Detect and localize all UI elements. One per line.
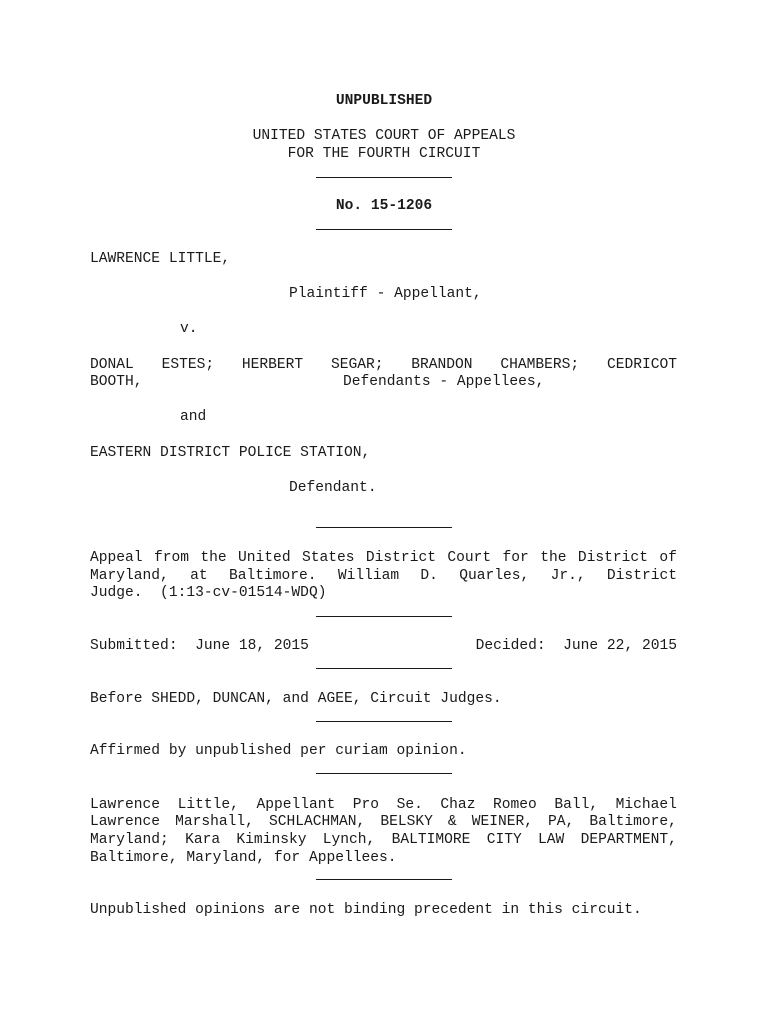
defendants-line1 <box>90 356 677 374</box>
word: Michael <box>615 797 677 813</box>
divider-rule <box>316 616 452 617</box>
versus: v. <box>180 321 198 337</box>
word: & <box>447 814 457 830</box>
divider-rule <box>316 527 452 528</box>
word: United <box>238 550 291 566</box>
word: SEGAR; <box>330 357 384 373</box>
divider-rule <box>316 668 452 669</box>
word: HERBERT <box>241 357 304 373</box>
divider-rule <box>316 721 452 722</box>
word: PA, <box>548 814 575 830</box>
counsel-line1 <box>90 796 677 814</box>
word: Baltimore, <box>589 814 677 830</box>
word: LAW <box>538 832 565 848</box>
word: D. <box>420 568 438 584</box>
word: William <box>337 568 400 584</box>
divider-rule <box>316 773 452 774</box>
defendant2-role: Defendant. <box>289 480 377 496</box>
word: CHAMBERS; <box>500 357 580 373</box>
word: Maryland; <box>90 832 169 848</box>
word: Lawrence <box>90 814 161 830</box>
word: DEPARTMENT, <box>580 832 677 848</box>
word: Jr., <box>550 568 586 584</box>
word: Lynch, <box>322 832 376 848</box>
word: for <box>502 550 529 566</box>
word: the <box>200 550 227 566</box>
appeal-line2 <box>90 567 677 585</box>
panel-judges: Before SHEDD, DUNCAN, and AGEE, Circuit Judges. <box>90 691 502 707</box>
word: District <box>577 550 648 566</box>
decided-date: Decided: June 22, 2015 <box>475 638 677 654</box>
defendants-role: Defendants - Appellees, <box>343 374 545 390</box>
defendant2-name: EASTERN DISTRICT POLICE STATION, <box>90 445 371 461</box>
word: of <box>659 550 677 566</box>
word: Ball, <box>554 797 599 813</box>
plaintiff-role: Plaintiff - Appellant, <box>289 286 482 302</box>
precedent-note: Unpublished opinions are not binding precedent in this circuit. <box>90 902 642 918</box>
appeal-line3: Judge. (1:13-cv-01514-WDQ) <box>90 585 327 601</box>
case-number: No. 15-1206 <box>335 198 433 214</box>
submitted-date: Submitted: June 18, 2015 <box>90 638 309 654</box>
and-connector: and <box>180 409 207 425</box>
word: BELSKY <box>380 814 433 830</box>
word: at <box>190 568 208 584</box>
word: States <box>301 550 355 566</box>
plaintiff-name: LAWRENCE LITTLE, <box>90 251 231 267</box>
word: Lawrence <box>90 797 161 813</box>
word: District <box>606 568 677 584</box>
word: CITY <box>486 832 522 848</box>
word: Pro <box>352 797 380 813</box>
word: Maryland, <box>90 568 169 584</box>
divider-rule <box>316 879 452 880</box>
counsel-line4: Baltimore, Maryland, for Appellees. <box>90 850 397 866</box>
word: Kara <box>185 832 221 848</box>
word: DONAL <box>90 357 134 373</box>
word: District <box>365 550 436 566</box>
court-name-line2: FOR THE FOURTH CIRCUIT <box>287 146 481 162</box>
word: Quarles, <box>459 568 530 584</box>
word: Baltimore. <box>228 568 317 584</box>
appeal-line1 <box>90 549 677 567</box>
word: CEDRICOT <box>606 357 677 373</box>
divider-rule <box>316 229 452 230</box>
word: WEINER, <box>471 814 534 830</box>
court-name-line1: UNITED STATES COURT OF APPEALS <box>252 128 516 144</box>
defendants-line2-name: BOOTH, <box>90 374 143 390</box>
unpublished-heading: UNPUBLISHED <box>335 93 433 109</box>
word: Chaz <box>440 797 476 813</box>
word: the <box>540 550 567 566</box>
disposition: Affirmed by unpublished per curiam opinion. <box>90 743 467 759</box>
word: Appellant <box>256 797 336 813</box>
word: Se. <box>396 797 423 813</box>
word: Kiminsky <box>236 832 307 848</box>
word: Little, <box>177 797 239 813</box>
word: from <box>153 550 189 566</box>
word: BALTIMORE <box>391 832 471 848</box>
word: SCHLACHMAN, <box>268 814 366 830</box>
word: ESTES; <box>161 357 215 373</box>
counsel-line3 <box>90 831 677 849</box>
word: Court <box>447 550 492 566</box>
word: BRANDON <box>411 357 473 373</box>
word: Romeo <box>492 797 537 813</box>
divider-rule <box>316 177 452 178</box>
counsel-line2 <box>90 813 677 831</box>
word: Appeal <box>90 550 143 566</box>
word: Marshall, <box>175 814 254 830</box>
